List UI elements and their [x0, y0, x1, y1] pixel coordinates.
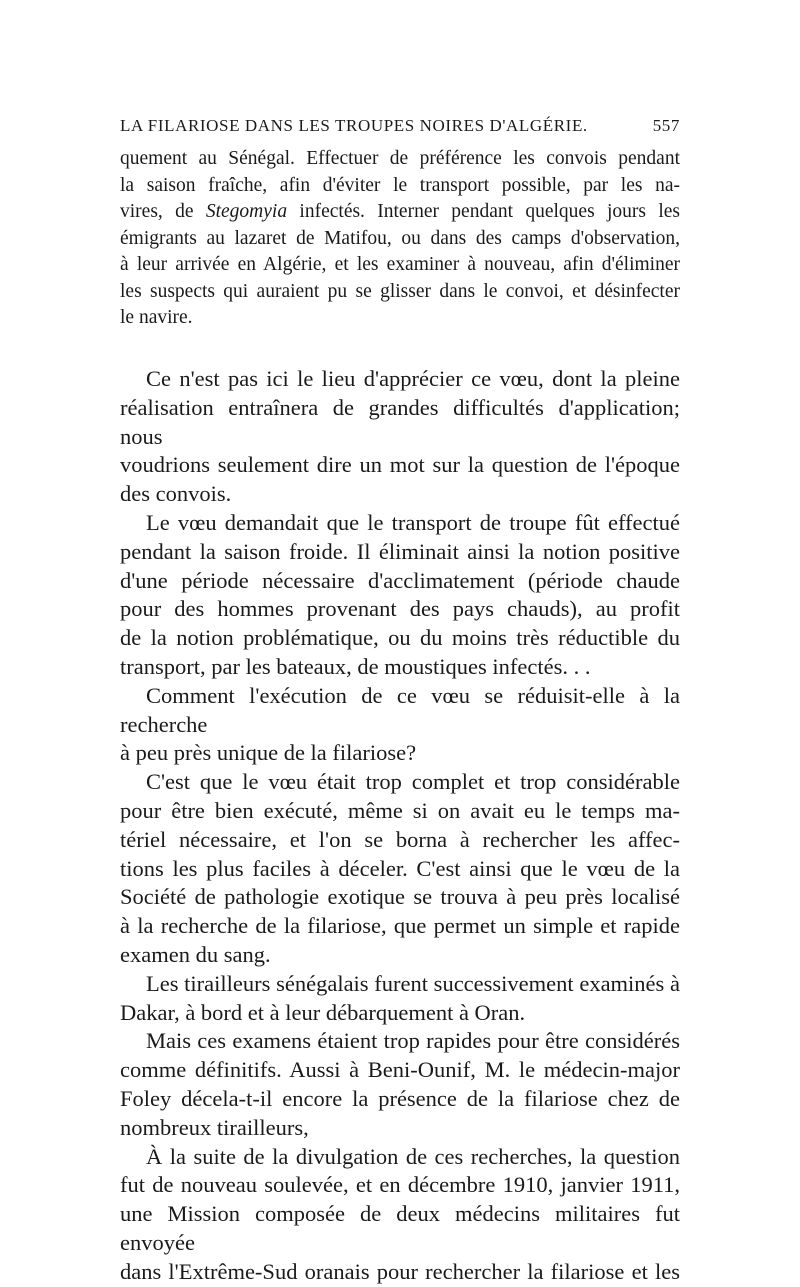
text-line: Dakar, à bord et à leur débarquement à Oran. [120, 999, 526, 1025]
paragraph [120, 682, 680, 768]
paragraph [120, 1143, 680, 1287]
text-line: des convois. [120, 481, 232, 507]
text-line: une Mission composée de deux médecins militaires fut envoyée [120, 1201, 680, 1255]
text-line: à la recherche de la filariose, que permet un simple et rapide [120, 913, 680, 939]
paragraph [120, 768, 680, 970]
text-line: transport, par les bateaux, de moustiques infectés. . . [120, 653, 591, 679]
paragraph [120, 365, 680, 509]
text-line: comme définitifs. Aussi à Beni-Ounif, M. le médecin-major [120, 1057, 680, 1083]
paragraph [120, 1027, 680, 1142]
text-line: Foley décela-t-il encore la présence de la filariose chez de [120, 1085, 680, 1111]
main-text [120, 365, 680, 1287]
text-line: Société de pathologie exotique se trouva à peu près localisé [120, 884, 680, 910]
text-line: le navire. [120, 307, 193, 328]
text-line: d'une période nécessaire d'acclimatement (période chaude [120, 567, 680, 593]
text-line: Comment l'exécution de ce vœu se réduisit-elle à la recherche [120, 682, 680, 737]
text-line: Mais ces examens étaient trop rapides pour être considérés [146, 1028, 680, 1054]
text-line: les suspects qui auraient pu se glisser dans le convoi, et désinfecter [120, 280, 680, 302]
continued-paragraph [120, 146, 680, 332]
text-line: à peu près unique de la filariose? [120, 740, 417, 766]
text-line: C'est que le vœu était trop complet et trop considérable [146, 769, 680, 795]
text-line [120, 199, 680, 226]
species-name: Stegomyia [205, 201, 288, 222]
text-line: la saison fraîche, afin d'éviter le transport possible, par les na- [120, 174, 680, 196]
text-line: nombreux tirailleurs, [120, 1114, 309, 1140]
text-line: Les tirailleurs sénégalais furent successivement examinés à [146, 970, 680, 996]
text-line: émigrants au lazaret de Matifou, ou dans des camps d'observation, [120, 227, 680, 249]
text-line: pendant la saison froide. Il éliminait ainsi la notion positive [120, 538, 680, 564]
text-line: voudrions seulement dire un mot sur la question de l'époque [120, 452, 680, 478]
text-line: fut de nouveau soulevée, et en décembre 1910, janvier 1911, [120, 1172, 680, 1198]
text-span: infectés. Interner pendant quelques jours les [287, 201, 680, 222]
text-line: Ce n'est pas ici le lieu d'apprécier ce vœu, dont la pleine [146, 366, 680, 391]
text-line: pour être bien exécuté, même si on avait eu le temps ma- [120, 797, 680, 823]
text-line: Le vœu demandait que le transport de troupe fût effectué [146, 509, 680, 535]
text-line: tions les plus faciles à déceler. C'est ainsi que le vœu de la [120, 855, 680, 881]
text-line: quement au Sénégal. Effectuer de préférence les convois pendant [120, 148, 680, 169]
page-number: 557 [652, 116, 680, 135]
running-header [120, 116, 680, 136]
text-line: réalisation entraînera de grandes difficultés d'application; nous [120, 394, 680, 449]
text-line: examen du sang. [120, 941, 271, 967]
text-line: tériel nécessaire, et l'on se borna à rechercher les affec- [120, 826, 680, 852]
text-line: pour des hommes provenant des pays chauds), au profit [120, 596, 680, 622]
text-line: dans l'Extrême-Sud oranais pour rechercher la filariose et les [120, 1258, 680, 1284]
paragraph [120, 970, 680, 1028]
text-line: À la suite de la divulgation de ces recherches, la question [146, 1143, 680, 1169]
text-line: de la notion problématique, ou du moins très réductible du [120, 625, 680, 651]
text-span: vires, de [120, 201, 206, 222]
running-title: LA FILARIOSE DANS LES TROUPES NOIRES D'ALGÉRIE. [120, 116, 588, 135]
paragraph [120, 509, 680, 682]
text-line: à leur arrivée en Algérie, et les examiner à nouveau, afin d'éliminer [120, 254, 680, 275]
